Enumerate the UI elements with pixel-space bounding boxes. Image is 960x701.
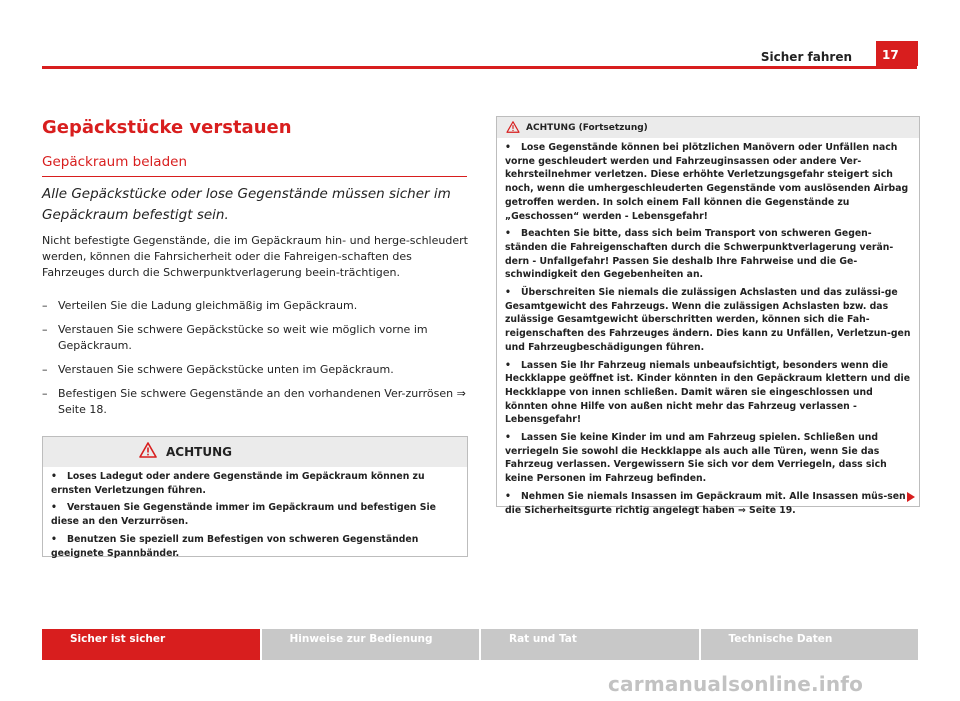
list-item xyxy=(42,362,468,378)
warning-item xyxy=(505,490,911,517)
warning-item-text: Überschreiten Sie niemals die zulässigen Achslasten und das zulässi-ge Gesamtgewicht des Fahrzeugs. Wenn die zulässigen Achslasten bzw. das zulässige Gesamtgewicht überschritten werden, können sich die Fah-reigenschaften des Fahrzeuges ändern. Dies kann zu Unfällen, Verletzun-gen und Fahrzeugbeschädigungen führen. xyxy=(505,287,911,353)
step-marker: – xyxy=(42,323,48,336)
bullet: • xyxy=(505,142,511,153)
warning-item-text: Loses Ladegut oder andere Gegenstände im Gepäckraum können zu ernsten Verletzungen führen. xyxy=(51,471,425,496)
step-text: Verteilen Sie die Ladung gleichmäßig im Gepäckraum. xyxy=(58,299,358,312)
warning-title: ACHTUNG xyxy=(166,445,232,459)
warning-body xyxy=(497,138,919,517)
warning-item-text: Nehmen Sie niemals Insassen im Gepäckraum mit. Alle Insassen müs-sen die Sicherheitsgurte richtig angelegt haben ⇒ Seite 19. xyxy=(505,490,906,516)
step-text: Verstauen Sie schwere Gepäckstücke unten im Gepäckraum. xyxy=(58,363,394,376)
section-title: Sicher fahren xyxy=(760,50,852,64)
warning-header xyxy=(497,117,919,138)
bullet: • xyxy=(505,359,511,371)
warning-title: ACHTUNG (Fortsetzung) xyxy=(526,122,648,133)
step-marker: – xyxy=(42,299,48,312)
warning-icon xyxy=(506,118,520,137)
warning-item xyxy=(51,470,459,497)
bullet: • xyxy=(505,228,511,240)
step-list xyxy=(42,298,468,426)
continue-arrow-icon xyxy=(907,492,915,502)
header-rule xyxy=(42,66,917,69)
step-text: Befestigen Sie schwere Gegenstände an den vorhandenen Ver-zurrösen ⇒ Seite 18. xyxy=(58,387,466,416)
warning-icon xyxy=(139,442,157,462)
footer-tab-rat-und-tat[interactable]: Rat und Tat xyxy=(479,629,699,660)
warning-item-text: Lassen Sie Ihr Fahrzeug niemals unbeaufsichtigt, besonders wenn die Heckklappe geöffnet ist. Kinder könnten in den Gepäckraum klettern und die Heckklappe von innen schließen. Damit wären sie eingeschlossen und könnten ohne Hilfe von außen nicht mehr das Fahrzeug verlassen - Lebensgefahr! xyxy=(505,359,911,426)
warning-box xyxy=(42,436,468,557)
footer-tab-technische-daten[interactable]: Technische Daten xyxy=(699,629,919,660)
warning-item xyxy=(505,431,911,486)
list-item xyxy=(42,322,468,354)
watermark: carmanualsonline.info xyxy=(608,672,864,696)
warning-item xyxy=(505,141,911,223)
warning-header xyxy=(43,437,467,467)
bullet: • xyxy=(505,287,511,299)
bullet: • xyxy=(51,502,57,514)
warning-body xyxy=(43,467,467,560)
lead-paragraph: Alle Gepäckstücke oder lose Gegenstände müssen sicher im Gepäckraum befestigt sein. xyxy=(42,186,451,223)
footer-tab-hinweise[interactable]: Hinweise zur Bedienung xyxy=(260,629,480,660)
step-marker: – xyxy=(42,387,48,400)
warning-item-text: Benutzen Sie speziell zum Befestigen von schweren Gegenständen geeignete Spannbänder. xyxy=(51,533,419,559)
subheading-rule xyxy=(42,176,467,177)
body-paragraph: Nicht befestigte Gegenstände, die im Gepäckraum hin- und herge-schleudert werden, können die Fahrsicherheit oder die Fahreigen-schaften des Fahrzeuges durch die Schwerpunktverlagerung beein-trächtigen. xyxy=(42,234,468,279)
footer-tab-sicher-ist-sicher[interactable]: Sicher ist sicher xyxy=(42,629,260,660)
bullet: • xyxy=(51,471,57,482)
warning-item xyxy=(505,359,911,428)
footer-nav xyxy=(42,629,918,660)
page-number: 17 xyxy=(876,41,918,66)
bullet: • xyxy=(505,432,511,444)
warning-item xyxy=(505,227,911,282)
warning-item-text: Lassen Sie keine Kinder im und am Fahrzeug spielen. Schließen und verriegeln Sie sowohl die Heckklappe als auch alle Türen, wenn Sie das Fahrzeug verlassen. Vergewissern Sie sich vor dem Verriegeln, dass sich keine Personen im Fahrzeug befinden. xyxy=(505,432,887,485)
warning-item-text: Verstauen Sie Gegenstände immer im Gepäckraum und befestigen Sie diese an den Verzurrösen. xyxy=(51,502,436,528)
warning-item-text: Beachten Sie bitte, dass sich beim Transport von schweren Gegen-ständen die Fahreigenschaften durch die Schwerpunktverlagerung verän-dern - Unfallgefahr! Passen Sie deshalb Ihre Fahrweise und die Ge-schwindigkeit den Gegebenheiten an. xyxy=(505,228,894,281)
bullet: • xyxy=(51,533,57,545)
page-title: Gepäckstücke verstauen xyxy=(42,117,292,138)
list-item xyxy=(42,386,468,418)
step-marker: – xyxy=(42,363,48,376)
subheading: Gepäckraum beladen xyxy=(42,154,187,170)
warning-item xyxy=(505,286,911,355)
warning-item-text: Lose Gegenstände können bei plötzlichen Manövern oder Unfällen nach vorne geschleudert werden und Fahrzeuginsassen oder andere Ver-kehrsteilnehmer verletzen. Diese erhöhte Verletzungsgefahr steigert sich noch, wenn die umhergeschleuderten Gegenstände vom auslösenden Airbag getroffen werden. In solch einem Fall können die Gegenstände zu „Geschossen“ werden - Lebensgefahr! xyxy=(505,142,909,222)
list-item xyxy=(42,298,468,314)
step-text: Verstauen Sie schwere Gepäckstücke so weit wie möglich vorne im Gepäckraum. xyxy=(58,323,428,352)
warning-item xyxy=(51,501,459,528)
warning-box-continued xyxy=(496,116,920,516)
warning-item xyxy=(51,533,459,560)
bullet: • xyxy=(505,490,511,502)
